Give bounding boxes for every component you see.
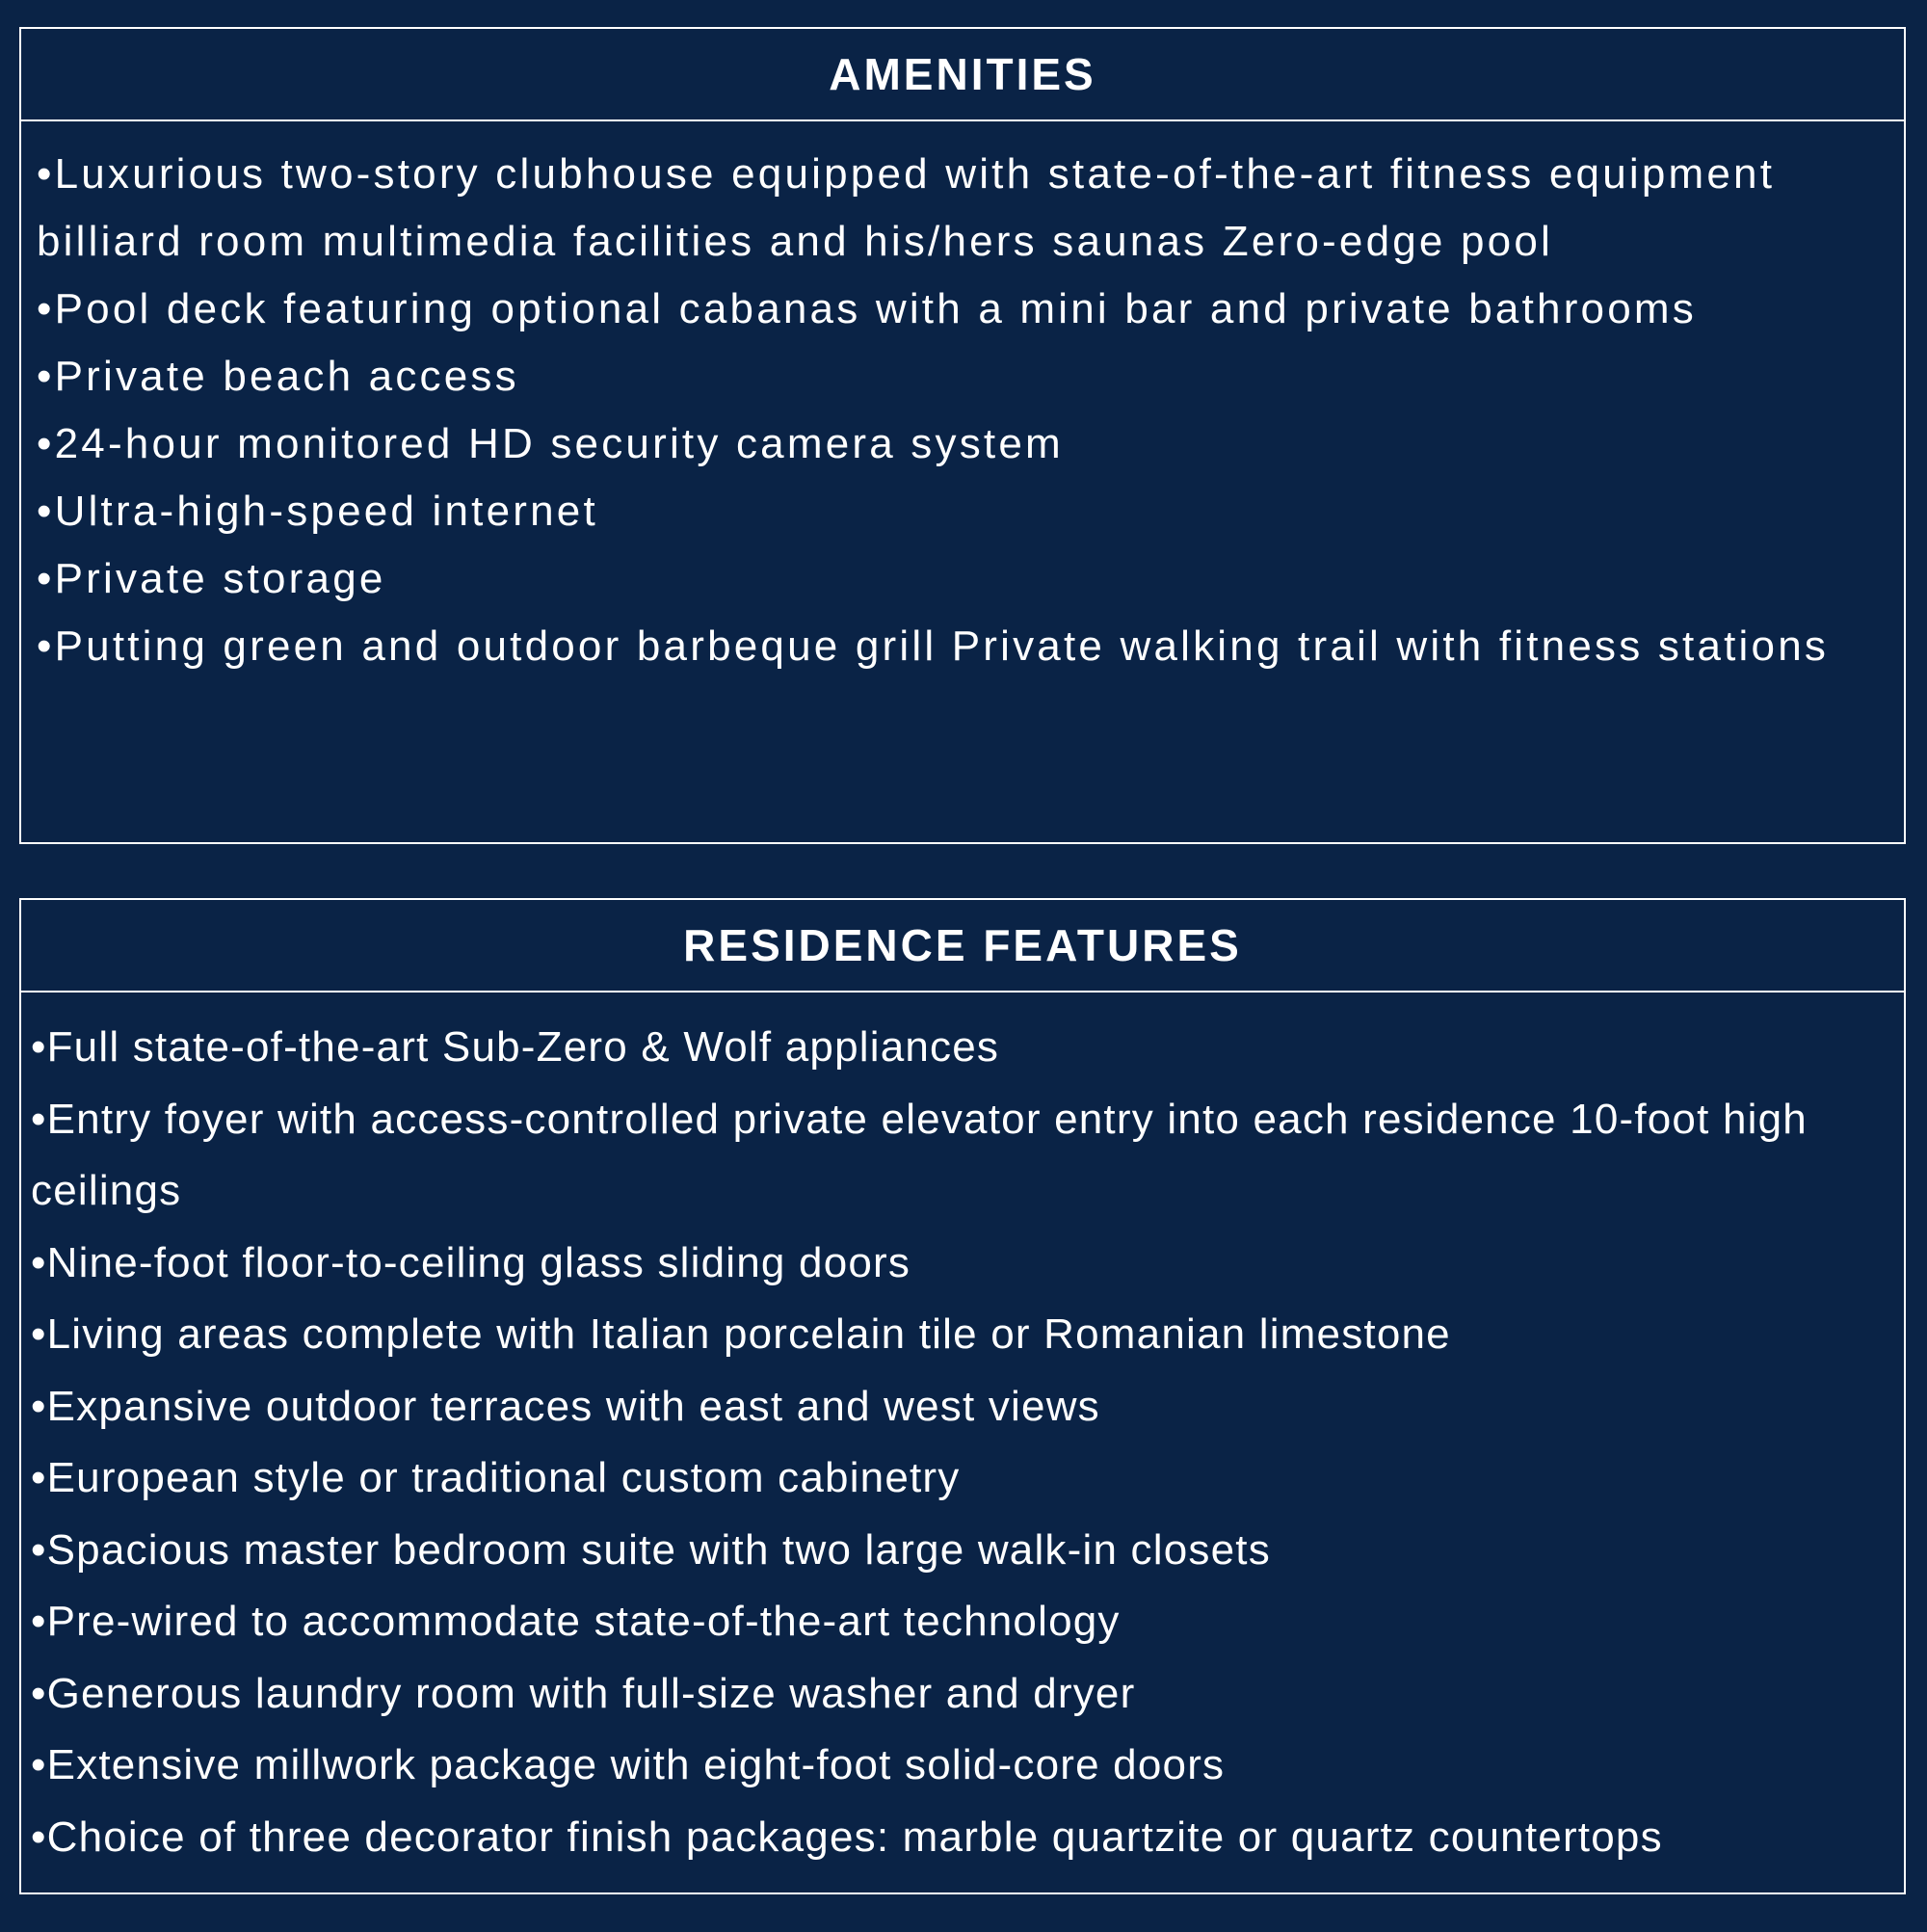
- residence-features-list: [21, 992, 1904, 1873]
- bullet-icon: •: [31, 1741, 47, 1788]
- list-item-text: Putting green and outdoor barbeque grill Private walking trail with fitness stations: [54, 622, 1830, 670]
- list-item-text: Ultra-high-speed internet: [54, 488, 598, 535]
- list-item: [31, 1586, 1894, 1658]
- bullet-icon: •: [37, 353, 55, 400]
- bullet-icon: •: [31, 1310, 47, 1358]
- list-item-text: Full state-of-the-art Sub-Zero & Wolf appliances: [46, 1023, 1000, 1071]
- bullet-icon: •: [37, 488, 55, 535]
- list-item-text: Pre-wired to accommodate state-of-the-art technology: [46, 1598, 1121, 1645]
- list-item-text: European style or traditional custom cabinetry: [46, 1454, 961, 1501]
- list-item: [31, 1012, 1894, 1084]
- list-item-text: Private storage: [54, 555, 386, 602]
- residence-features-heading: RESIDENCE FEATURES: [21, 900, 1904, 992]
- bullet-icon: •: [31, 1598, 47, 1645]
- bullet-icon: •: [31, 1382, 47, 1430]
- list-item-text: Living areas complete with Italian porcelain tile or Romanian limestone: [46, 1310, 1451, 1358]
- bullet-icon: •: [31, 1238, 47, 1286]
- list-item: [37, 478, 1890, 545]
- bullet-icon: •: [31, 1095, 47, 1143]
- list-item: [37, 613, 1890, 680]
- list-item-text: Extensive millwork package with eight-foot solid-core doors: [46, 1741, 1226, 1788]
- list-item-text: Choice of three decorator finish packages: marble quartzite or quartz countertops: [46, 1813, 1663, 1861]
- list-item-text: Generous laundry room with full-size washer and dryer: [46, 1669, 1136, 1717]
- list-item-text: Spacious master bedroom suite with two large walk-in closets: [46, 1525, 1271, 1574]
- list-item: [31, 1299, 1894, 1371]
- bullet-icon: •: [37, 285, 55, 332]
- bullet-icon: •: [31, 1525, 47, 1574]
- bullet-icon: •: [37, 150, 55, 198]
- list-item: [37, 410, 1890, 478]
- bullet-icon: •: [37, 555, 55, 602]
- amenities-list: [21, 121, 1904, 680]
- list-item-text: Luxurious two-story clubhouse equipped with state-of-the-art fitness equipment billiard room multimedia facilities and his/hers saunas Zero-edge pool: [37, 150, 1776, 265]
- list-item: [31, 1442, 1894, 1515]
- amenities-heading: AMENITIES: [21, 29, 1904, 121]
- list-item: [31, 1658, 1894, 1731]
- list-item: [31, 1371, 1894, 1443]
- list-item-text: Pool deck featuring optional cabanas with a mini bar and private bathrooms: [54, 285, 1697, 332]
- list-item: [37, 141, 1890, 276]
- list-item-text: 24-hour monitored HD security camera system: [54, 420, 1064, 467]
- list-item: [31, 1228, 1894, 1300]
- list-item: [31, 1084, 1894, 1228]
- list-item: [31, 1802, 1894, 1874]
- list-item: [31, 1730, 1894, 1802]
- list-item-text: Expansive outdoor terraces with east and west views: [46, 1382, 1100, 1430]
- list-item-text: Nine-foot floor-to-ceiling glass sliding doors: [46, 1238, 911, 1286]
- bullet-icon: •: [31, 1454, 47, 1501]
- list-item: [37, 276, 1890, 343]
- list-item: [37, 343, 1890, 410]
- list-item: [37, 545, 1890, 613]
- bullet-icon: •: [37, 622, 55, 670]
- bullet-icon: •: [31, 1813, 47, 1861]
- bullet-icon: •: [37, 420, 55, 467]
- list-item: [31, 1515, 1894, 1587]
- bullet-icon: •: [31, 1669, 47, 1717]
- amenities-panel: [19, 27, 1906, 844]
- bullet-icon: •: [31, 1023, 47, 1071]
- list-item-text: Entry foyer with access-controlled private elevator entry into each residence 10-foot high ceilings: [31, 1095, 1808, 1214]
- residence-features-panel: [19, 898, 1906, 1894]
- list-item-text: Private beach access: [54, 353, 519, 400]
